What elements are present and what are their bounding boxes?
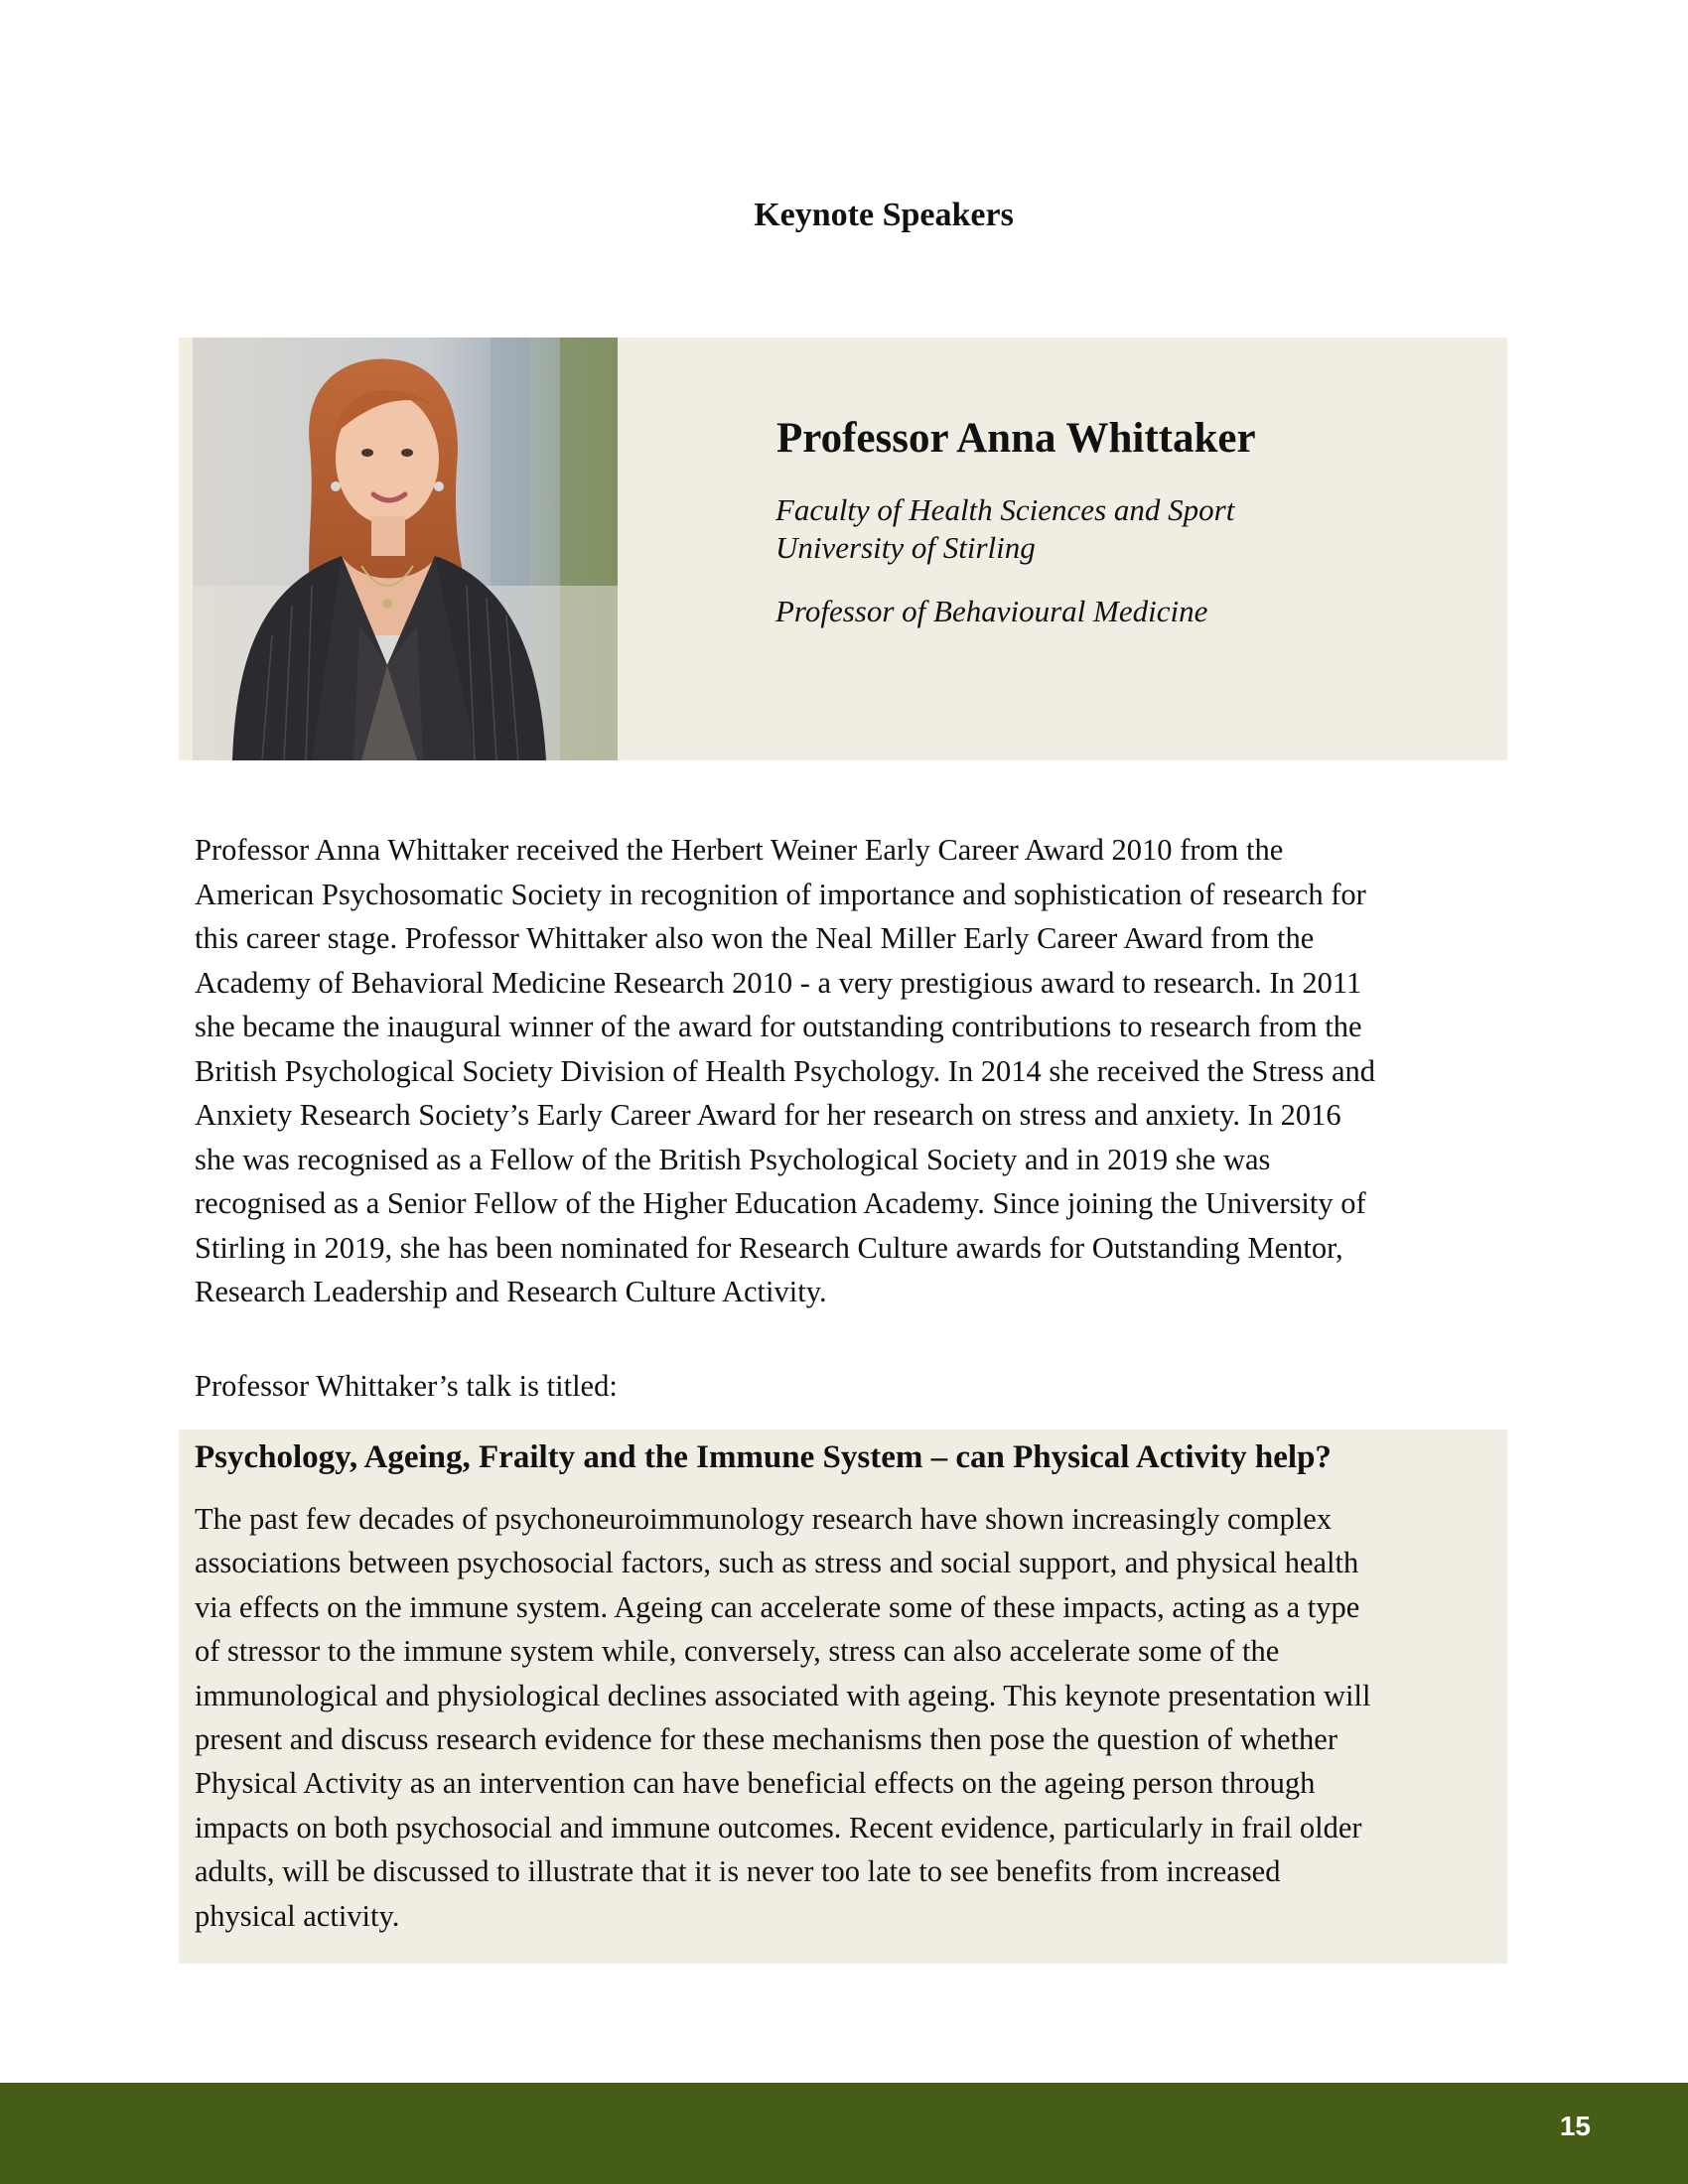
talk-intro: Professor Whittaker’s talk is titled: bbox=[195, 1369, 618, 1403]
abstract-line: associations between psychosocial factors, such as stress and social support, and physical health bbox=[195, 1546, 1359, 1580]
bio-line: Research Leadership and Research Culture Activity. bbox=[195, 1275, 827, 1308]
bio-line: Anxiety Research Society’s Early Career Award for her research on stress and anxiety. In 2016 bbox=[195, 1098, 1341, 1132]
bio-line: Professor Anna Whittaker received the Herbert Weiner Early Career Award 2010 from the bbox=[195, 833, 1284, 867]
bio-line: she was recognised as a Fellow of the British Psychological Society and in 2019 she was bbox=[195, 1142, 1271, 1176]
speaker-university: University of Stirling bbox=[775, 530, 1036, 565]
bio-line: she became the inaugural winner of the award for outstanding contributions to research from the bbox=[195, 1010, 1362, 1043]
abstract-line: present and discuss research evidence for these mechanisms then pose the question of whether bbox=[195, 1722, 1337, 1757]
talk-abstract bbox=[195, 1497, 1370, 1938]
speaker-portrait-icon bbox=[193, 338, 618, 760]
speaker-photo bbox=[193, 338, 618, 760]
bio-line: American Psychosomatic Society in recognition of importance and sophistication of research for bbox=[195, 877, 1366, 911]
talk-title: Psychology, Ageing, Frailty and the Immune System – can Physical Activity help? bbox=[195, 1439, 1332, 1475]
page-heading: Keynote Speakers bbox=[754, 197, 1014, 233]
bio-line: Academy of Behavioral Medicine Research 2010 - a very prestigious award to research. In 2011 bbox=[195, 965, 1362, 1000]
bio-line: British Psychological Society Division of Health Psychology. In 2014 she received the Stress and bbox=[195, 1053, 1376, 1088]
bio-line: Stirling in 2019, she has been nominated for Research Culture awards for Outstanding Mentor, bbox=[195, 1230, 1343, 1265]
talk-abstract-box bbox=[179, 1430, 1507, 1964]
abstract-line: The past few decades of psychoneuroimmunology research have shown increasingly complex bbox=[195, 1502, 1333, 1536]
page-number: 15 bbox=[1559, 2111, 1591, 2141]
bio-line: recognised as a Senior Fellow of the Higher Education Academy. Since joining the University of bbox=[195, 1186, 1366, 1220]
speaker-role: Professor of Behavioural Medicine bbox=[775, 594, 1208, 628]
speaker-faculty: Faculty of Health Sciences and Sport bbox=[775, 492, 1235, 527]
abstract-line: Physical Activity as an intervention can have beneficial effects on the ageing person through bbox=[195, 1766, 1316, 1801]
speaker-name: Professor Anna Whittaker bbox=[776, 415, 1256, 462]
abstract-line: impacts on both psychosocial and immune outcomes. Recent evidence, particularly in frail older bbox=[195, 1810, 1362, 1844]
footer-bar bbox=[0, 2083, 1688, 2184]
speaker-profile-card bbox=[179, 338, 1507, 760]
abstract-line: physical activity. bbox=[195, 1898, 400, 1933]
speaker-bio bbox=[195, 828, 1525, 1314]
abstract-line: immunological and physiological declines associated with ageing. This keynote presentation will bbox=[195, 1678, 1371, 1712]
abstract-line: adults, will be discussed to illustrate that it is never too late to see benefits from increased bbox=[195, 1854, 1281, 1889]
bio-line: this career stage. Professor Whittaker also won the Neal Miller Early Career Award from the bbox=[195, 921, 1315, 955]
abstract-line: of stressor to the immune system while, conversely, stress can also accelerate some of the bbox=[195, 1634, 1280, 1669]
abstract-line: via effects on the immune system. Ageing can accelerate some of these impacts, acting as a type bbox=[195, 1589, 1360, 1624]
